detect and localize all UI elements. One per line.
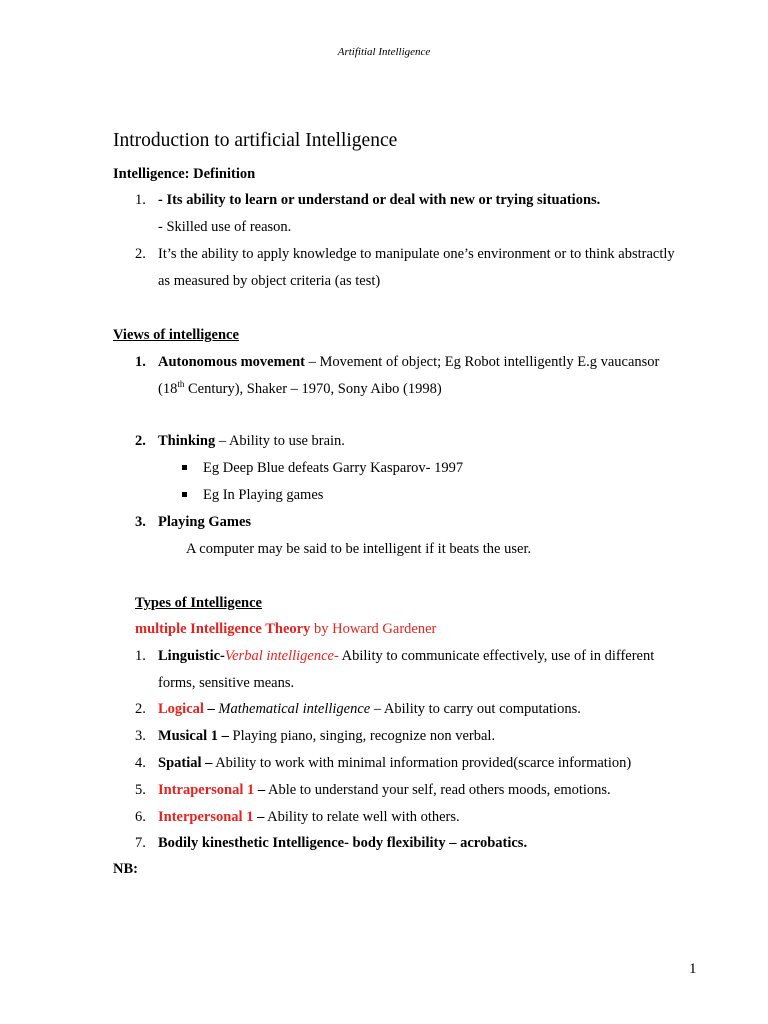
types-item-5-sep: – (254, 782, 266, 798)
square-bullet-icon (182, 465, 187, 470)
types-item-7-term: Bodily kinesthetic Intelligence- body flexibility – acrobatics. (158, 835, 528, 851)
types-item-5 (158, 780, 611, 800)
types-item-6-desc: Ability to relate well with others. (264, 809, 460, 825)
views-item-1-number: 1. (135, 354, 146, 370)
types-item-3-desc: Playing piano, singing, recognize non verbal. (228, 728, 496, 744)
types-item-1-number: 1. (135, 648, 146, 664)
views-heading: Views of intelligence (113, 327, 239, 343)
types-item-6 (158, 807, 460, 827)
types-item-5-number: 5. (135, 782, 146, 798)
types-item-1-desc: Ability to communicate effectively, use of in different (338, 648, 655, 664)
types-item-1-italic: Verbal intelligence- (224, 648, 339, 664)
types-item-4-desc: Ability to work with minimal information provided(scarce information) (212, 755, 632, 771)
types-item-6-term: Interpersonal 1 (158, 809, 254, 825)
nb-label: NB: (113, 861, 138, 877)
views-item-2-desc: – Ability to use brain. (215, 433, 345, 449)
types-item-5-desc: Able to understand your self, read others moods, emotions. (265, 782, 611, 798)
views-item-2 (158, 431, 345, 451)
types-item-3 (158, 726, 495, 746)
views-item-3-sub: A computer may be said to be intelligent if it beats the user. (186, 541, 532, 557)
definition-item-2-line2: as measured by object criteria (as test) (158, 273, 381, 289)
types-item-1-term: Linguistic- (158, 648, 225, 664)
views-item-2-bullet-2: Eg In Playing games (203, 487, 324, 503)
types-item-1 (158, 646, 654, 666)
views-item-1-line2 (158, 379, 442, 399)
views-item-3-term: Playing Games (158, 514, 252, 530)
views-item-3-number: 3. (135, 514, 146, 530)
types-item-2-sep: – (203, 701, 219, 717)
types-item-4-term: Spatial – (158, 755, 213, 771)
definition-heading: Intelligence: Definition (113, 166, 256, 182)
types-item-6-sep: – (253, 809, 265, 825)
views-item-1 (158, 352, 659, 372)
types-item-2-desc: – Ability to carry out computations. (370, 701, 581, 717)
types-item-4-number: 4. (135, 755, 146, 771)
types-item-5-term: Intrapersonal 1 (158, 782, 255, 798)
running-header: Artifitial Intelligence (337, 46, 431, 58)
superscript-th: th (177, 379, 185, 390)
types-item-3-number: 3. (135, 728, 146, 744)
views-item-1-line2-a: (18 (158, 381, 178, 397)
views-item-1-line2-b: Century), Shaker – 1970, Sony Aibo (1998) (184, 381, 442, 397)
types-item-2-italic: Mathematical intelligence (218, 701, 371, 717)
views-item-2-term: Thinking (158, 433, 216, 449)
types-item-7-number: 7. (135, 835, 146, 851)
types-subtitle-rest: by Howard Gardener (310, 621, 437, 637)
types-item-3-term: Musical 1 – (158, 728, 229, 744)
page-number: 1 (689, 961, 697, 977)
definition-item-1-sub: - Skilled use of reason. (158, 219, 292, 235)
types-item-1-line2: forms, sensitive means. (158, 675, 295, 691)
square-bullet-icon (182, 492, 187, 497)
views-item-2-number: 2. (135, 433, 146, 449)
types-subtitle-bold: multiple Intelligence Theory (135, 621, 311, 637)
types-item-4 (158, 753, 631, 773)
definition-item-2-number: 2. (135, 246, 146, 262)
definition-item-1-number: 1. (135, 192, 146, 208)
types-heading: Types of Intelligence (135, 595, 262, 611)
types-item-2-term: Logical (158, 701, 204, 717)
definition-item-1-text: - Its ability to learn or understand or deal with new or trying situations. (158, 192, 601, 208)
types-item-2-number: 2. (135, 701, 146, 717)
views-item-1-term: Autonomous movement (158, 354, 306, 370)
views-item-2-bullet-1: Eg Deep Blue defeats Garry Kasparov- 1997 (203, 460, 464, 476)
types-item-2 (158, 699, 581, 719)
definition-item-2-line1: It’s the ability to apply knowledge to manipulate one’s environment or to think abstractly (158, 246, 675, 262)
views-item-1-desc: – Movement of object; Eg Robot intelligently E.g vaucansor (305, 354, 660, 370)
types-item-6-number: 6. (135, 809, 146, 825)
types-subtitle (135, 619, 436, 639)
page-title: Introduction to artificial Intelligence (113, 130, 398, 151)
